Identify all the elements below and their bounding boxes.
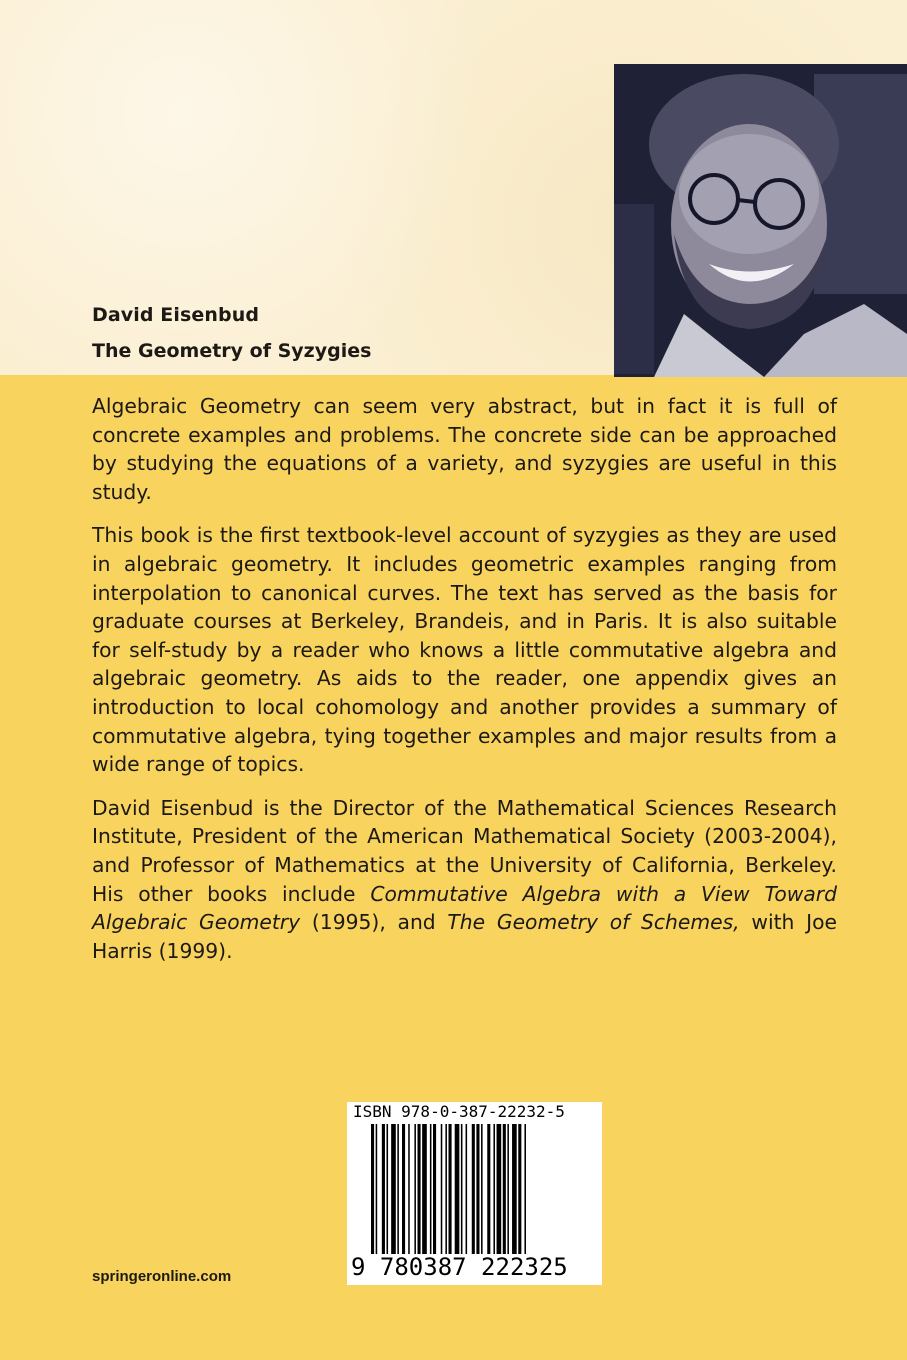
author-name: David Eisenbud (92, 304, 260, 326)
isbn-barcode (347, 1102, 602, 1285)
bio-book-1: Commutative Algebra with a View Toward Algebraic Geometry (92, 881, 837, 935)
author-photo (614, 64, 907, 377)
isbn-label: ISBN 978-0-387-22232-5 (353, 1102, 565, 1121)
bio-book-2: The Geometry of Schemes, (447, 910, 740, 935)
barcode-bars (371, 1124, 583, 1259)
author-bio (92, 794, 837, 966)
blurb-paragraph-1: Algebraic Geometry can seem very abstract, but in fact it is full of concrete examples and problems. The concrete side can be approached by studying the equations of a variety, and syzygies are useful in this study. (92, 394, 837, 504)
bio-mid: (1995), and (300, 910, 448, 935)
bio-end: with Joe Harris (1999). (92, 910, 837, 963)
blurb (92, 392, 837, 980)
book-title: The Geometry of Syzygies (92, 340, 372, 362)
barcode-digits: 9 780387 222325 (351, 1253, 568, 1281)
publisher-website: springeronline.com (92, 1268, 232, 1285)
blurb-paragraph-2: This book is the first textbook-level account of syzygies as they are used in algebraic geometry. It includes geometric examples ranging from interpolation to canonical curves. The text has served as the basis for graduate courses at Berkeley, Brandeis, and in Paris. It is also suitable for self-study by a reader who knows a little commutative algebra and algebraic geometry. As aids to the reader, one appendix gives an introduction to local cohomology and another provides a summary of commutative algebra, tying together examples and major results from a wide range of topics. (92, 523, 837, 777)
bio-intro: David Eisenbud is the Director of the Mathematical Sciences Research Institute, President of the American Mathematical Society (2003-2004), and Professor of Mathematics at the University of California, Berkeley. His other books include (92, 795, 837, 906)
